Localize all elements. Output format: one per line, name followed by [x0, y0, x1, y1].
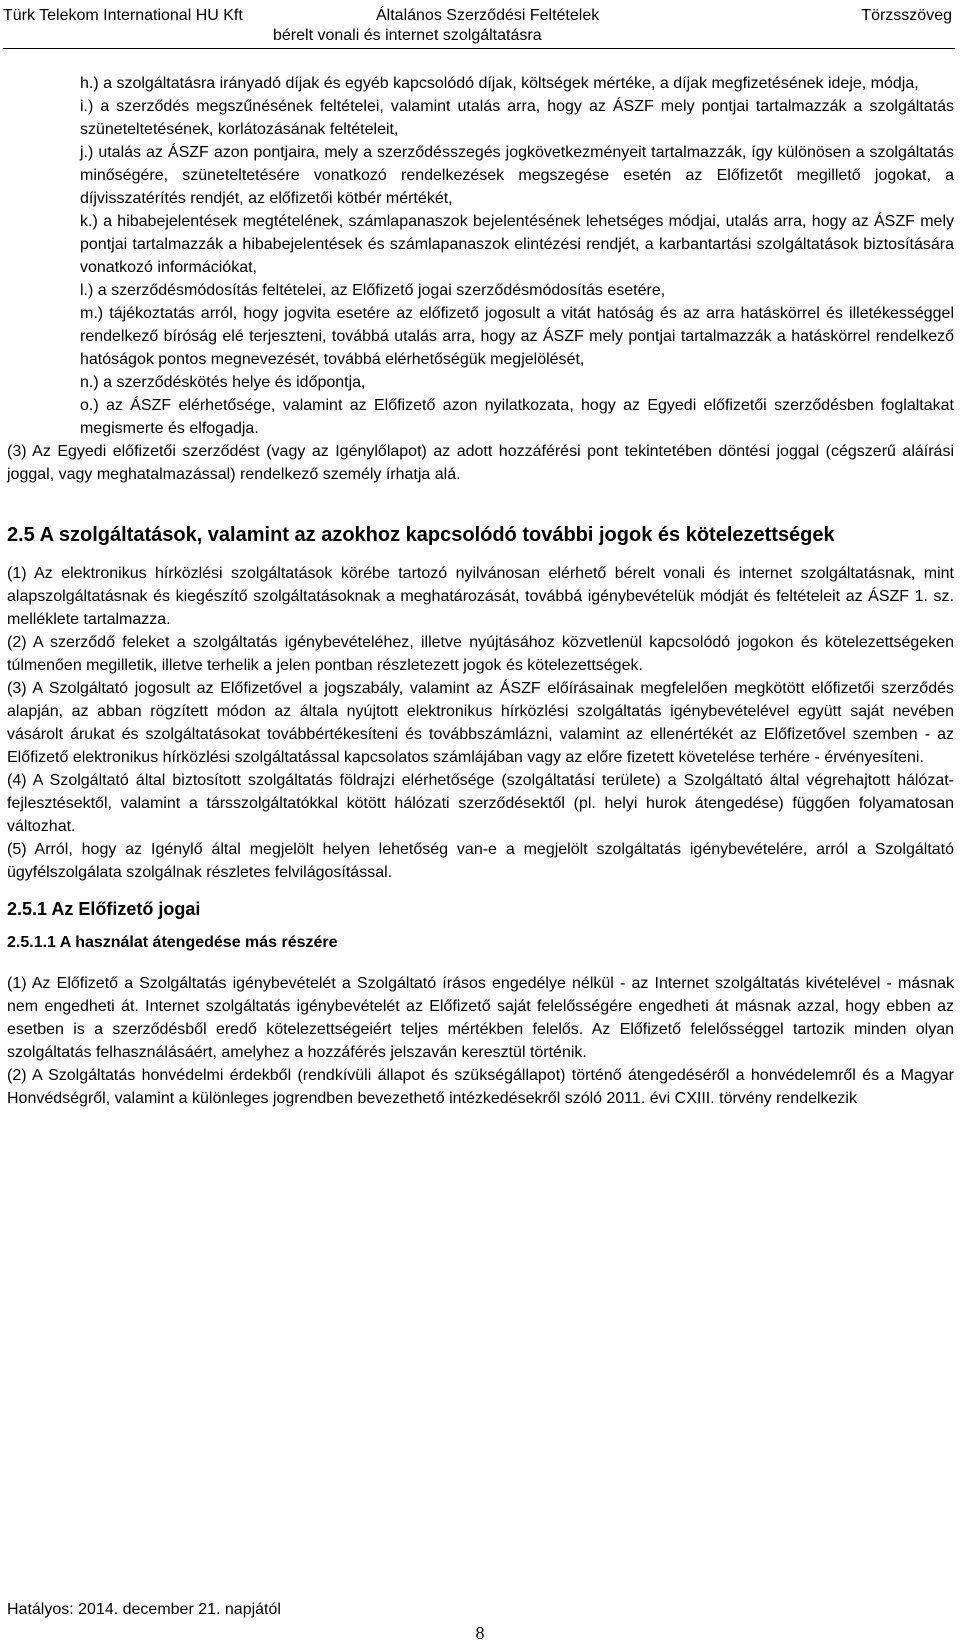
list-item-k: k.) a hibabejelentések megtételének, számlapanaszok bejelentésének lehetséges módjai, utalás arra, hogy az ÁSZF mely pontjai tartalmazzák a hibabejelentések és számlapanaszok elintézési rendjét, a karbantartási szolgáltatások biztosítására vonatkozó információkat, — [80, 213, 954, 276]
section-2-5-heading: 2.5 A szolgáltatások, valamint az azokhoz kapcsolódó további jogok és kötelezettségek — [7, 524, 835, 546]
section-2-5-1-1-paragraph-1: (1) Az Előfizető a Szolgáltatás igénybevételét a Szolgáltató írásos engedélye nélkül - az Internet szolgáltatás kivételével - másnak nem engedheti át. Internet szolgáltatás igénybevételét az Előfizető saját felelősségére engedheti át másnak azzal, hogy ebben az esetben is a szerződésből eredő kötelezettségeiért teljes mértékben felelős. Az Előfizető felelősséggel tartozik minden olyan szolgáltatás felhasználásáért, amelyhez a hozzáférés jelszaván keresztül történik. — [7, 975, 954, 1061]
section-2-5-paragraph-3: (3) A Szolgáltató jogosult az Előfizetővel a jogszabály, valamint az ÁSZF előírásainak megfelelően megkötött előfizetői szerződés alapján, az abban rögzített módon az általa nyújtott elektronikus hírközlési szolgáltatás igénybevételével együtt saját nevében vásárolt árukat és szolgáltatásokat továbbértékesíteni és továbbszámlázni, valamint az ellenértékét az Előfizetővel szemben - az Előfizető elektronikus hírközlési szolgáltatással kapcsolatos számlájában vagy az előre fizetett követelése terhére - érvényesíteni. — [7, 680, 954, 766]
list-item-m: m.) tájékoztatás arról, hogy jogvita esetére az előfizető jogosult a vitát hatóság és az arra hatáskörrel és illetékességgel rendelkező bíróság elé terjeszteni, továbbá utalás arra, hogy az ÁSZF mely pontjai tartalmazzák a hatáskörrel rendelkező hatóságok pontos megnevezését, továbbá elérhetőségük megjelölését, — [80, 305, 954, 368]
header-company: Türk Telekom International HU Kft — [3, 7, 243, 24]
page-header — [0, 6, 960, 46]
list-item-j: j.) utalás az ÁSZF azon pontjaira, mely a szerződésszegés jogkövetkezményeit tartalmazzák, így különösen a szolgáltatás minőségére, szüneteltetésére vonatkozó rendelkezések megszegése esetén az Előfizetőt megillető jogokat, a díjvisszatérítés rendjét, az előfizetői kötbér mértékét, — [80, 144, 954, 207]
header-subtitle: bérelt vonali és internet szolgáltatásra — [273, 27, 542, 44]
list-item-l: l.) a szerződésmódosítás feltételei, az Előfizető jogai szerződésmódosítás esetére, — [80, 282, 666, 299]
header-document-title: Általános Szerződési Feltételek — [376, 7, 600, 24]
list-item-i: i.) a szerződés megszűnésének feltételei, valamint utalás arra, hogy az ÁSZF mely pontjai tartalmazzák a szolgáltatás szüneteltetésének, korlátozásának feltételeit, — [80, 98, 954, 138]
list-item-h: h.) a szolgáltatásra irányadó díjak és egyéb kapcsolódó díjak, költségek mértéke, a díjak megfizetésének ideje, módja, — [80, 75, 919, 92]
header-section: Törzsszöveg — [861, 7, 952, 24]
section-2-5-paragraph-1: (1) Az elektronikus hírközlési szolgáltatások körébe tartozó nyilvánosan elérhető bérelt vonali és internet szolgáltatásnak, mint alapszolgáltatásnak és kiegészítő szolgáltatásoknak a meghatározását, továbbá igénybevételük módját és feltételeit az ÁSZF 1. sz. melléklete tartalmazza. — [7, 565, 954, 628]
paragraph-3: (3) Az Egyedi előfizetői szerződést (vagy az Igénylőlapot) az adott hozzáférési pont tekintetében döntési joggal (cégszerű aláírási joggal, vagy meghatalmazással) rendelkező személy írhatja alá. — [7, 443, 954, 483]
page-number: 8 — [475, 1623, 485, 1643]
page-body — [0, 72, 960, 1110]
section-2-5-1-1-paragraph-2: (2) A Szolgáltatás honvédelmi érdekből (rendkívüli állapot és szükségállapot) történő átengedéséről a honvédelemről és a Magyar Honvédségről, valamint a különleges jogrendben bevezethető intézkedésekről szóló 2011. évi CXIII. törvény rendelkezik — [7, 1067, 954, 1107]
section-2-5-1-heading: 2.5.1 Az Előfizető jogai — [7, 899, 201, 919]
section-2-5-paragraph-4: (4) A Szolgáltató által biztosított szolgáltatás földrajzi elérhetősége (szolgáltatási területe) a Szolgáltató által végrehajtott hálózat-fejlesztésektől, valamint a társszolgáltatókkal kötött hálózati szerződésektől (pl. helyi hurok átengedése) függően folyamatosan változhat. — [7, 772, 954, 835]
list-item-n: n.) a szerződéskötés helye és időpontja, — [80, 374, 366, 391]
section-2-5-paragraph-2: (2) A szerződő feleket a szolgáltatás igénybevételéhez, illetve nyújtásához közvetlenül kapcsolódó jogokon és kötelezettségeken túlmenően megilletik, illetve terhelik a jelen pontban részletezett jogok és kötelezettségek. — [7, 634, 954, 674]
footer-effective-date: Hatályos: 2014. december 21. napjától — [7, 1601, 281, 1618]
list-item-o: o.) az ÁSZF elérhetősége, valamint az Előfizető azon nyilatkozata, hogy az Egyedi előfizetői szerződésben foglaltakat megismerte és elfogadja. — [80, 397, 954, 437]
section-2-5-1-1-heading: 2.5.1.1 A használat átengedése más részére — [7, 934, 338, 951]
header-divider — [3, 48, 955, 49]
section-2-5-paragraph-5: (5) Arról, hogy az Igénylő által megjelölt helyen lehetőség van-e a megjelölt szolgáltatás igénybevételére, arról a Szolgáltató ügyfélszolgálata szolgálnak részletes felvilágosítással. — [7, 841, 954, 881]
